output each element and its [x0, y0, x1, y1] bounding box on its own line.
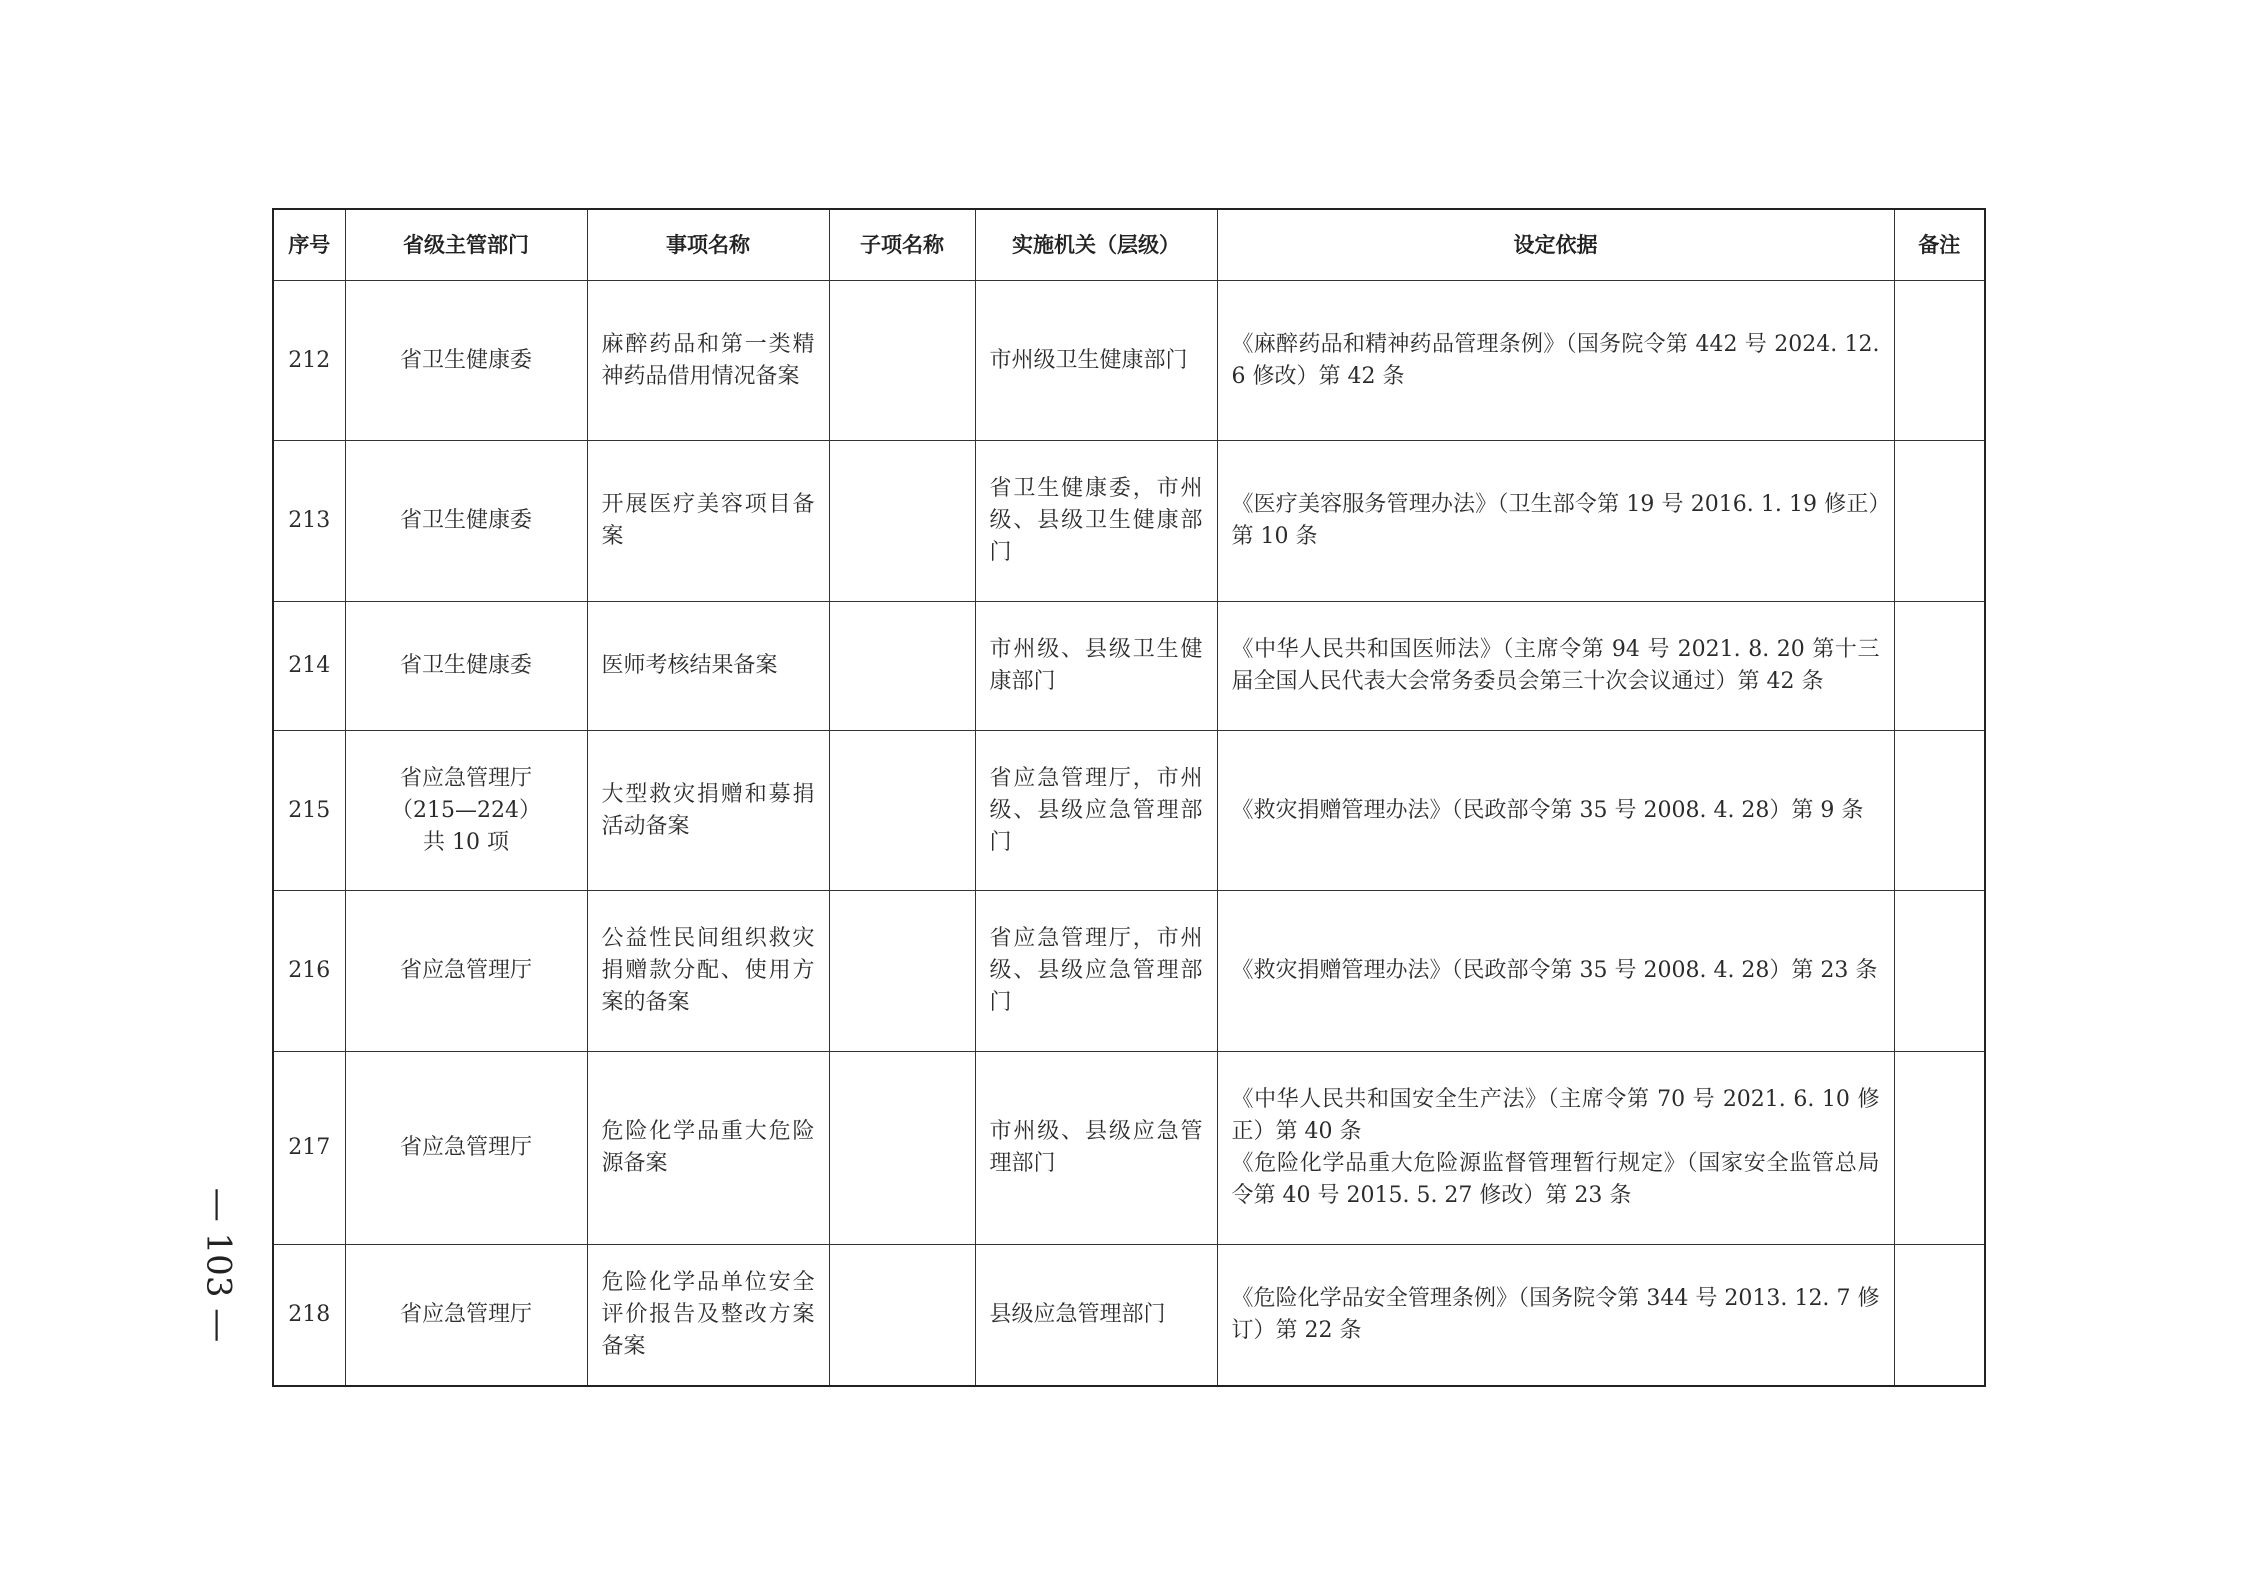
header-item: 事项名称 [587, 209, 829, 281]
cell-org: 省应急管理厅，市州级、县级应急管理部门 [975, 731, 1217, 891]
cell-basis [1217, 602, 1894, 731]
cell-item: 公益性民间组织救灾捐赠款分配、使用方案的备案 [587, 891, 829, 1052]
cell-basis [1217, 281, 1894, 441]
header-note: 备注 [1894, 209, 1985, 281]
cell-note [1894, 1052, 1985, 1245]
cell-sub [829, 281, 975, 441]
cell-item: 危险化学品单位安全评价报告及整改方案备案 [587, 1245, 829, 1387]
cell-sub [829, 1245, 975, 1387]
page-number-text: — 103 — [198, 1187, 239, 1343]
dept-line: 省应急管理厅 [399, 958, 532, 983]
basis-line: 《中华人民共和国安全生产法》（主席令第 70 号 2021. 6. 10 修正）第 40 条 [1231, 1087, 1880, 1144]
cell-sub [829, 731, 975, 891]
cell-org: 省卫生健康委，市州级、县级卫生健康部门 [975, 441, 1217, 602]
cell-note [1894, 1245, 1985, 1387]
dept-line: 省应急管理厅 [399, 765, 532, 791]
dept-line: 省卫生健康委 [399, 508, 532, 533]
table-row [273, 281, 1985, 441]
table-row [273, 1052, 1985, 1245]
basis-line: 《危险化学品重大危险源监督管理暂行规定》（国家安全监管总局令第 40 号 2015. 5. 27 修改）第 23 条 [1231, 1151, 1880, 1208]
cell-num: 213 [273, 441, 345, 602]
header-org: 实施机关（层级） [975, 209, 1217, 281]
cell-sub [829, 891, 975, 1052]
header-dept: 省级主管部门 [345, 209, 587, 281]
basis-line: 《救灾捐赠管理办法》（民政部令第 35 号 2008. 4. 28）第 9 条 [1231, 797, 1864, 823]
cell-basis [1217, 731, 1894, 891]
cell-basis [1217, 1052, 1894, 1245]
cell-note [1894, 602, 1985, 731]
table-row [273, 1245, 1985, 1387]
cell-item: 医师考核结果备案 [587, 602, 829, 731]
cell-num: 214 [273, 602, 345, 731]
table-row [273, 891, 1985, 1052]
cell-org: 县级应急管理部门 [975, 1245, 1217, 1387]
header-basis: 设定依据 [1217, 209, 1894, 281]
cell-org: 市州级、县级应急管理部门 [975, 1052, 1217, 1245]
records-table [272, 208, 1986, 1387]
dept-line: 省卫生健康委 [399, 347, 532, 373]
cell-org: 市州级、县级卫生健康部门 [975, 602, 1217, 731]
cell-num: 217 [273, 1052, 345, 1245]
dept-line: 省应急管理厅 [399, 1302, 532, 1327]
cell-basis [1217, 891, 1894, 1052]
cell-dept [345, 281, 587, 441]
dept-line: 省应急管理厅 [399, 1135, 532, 1160]
cell-org: 省应急管理厅，市州级、县级应急管理部门 [975, 891, 1217, 1052]
basis-line: 《危险化学品安全管理条例》（国务院令第 344 号 2013. 12. 7 修订）第 22 条 [1231, 1286, 1880, 1343]
table-row [273, 441, 1985, 602]
cell-basis [1217, 441, 1894, 602]
cell-item: 麻醉药品和第一类精神药品借用情况备案 [587, 281, 829, 441]
cell-num: 212 [273, 281, 345, 441]
cell-dept [345, 1245, 587, 1387]
cell-org: 市州级卫生健康部门 [975, 281, 1217, 441]
cell-sub [829, 602, 975, 731]
cell-item: 危险化学品重大危险源备案 [587, 1052, 829, 1245]
table-row [273, 602, 1985, 731]
header-num: 序号 [273, 209, 345, 281]
basis-line: 《麻醉药品和精神药品管理条例》（国务院令第 442 号 2024. 12. 6 修改）第 42 条 [1231, 331, 1880, 389]
cell-note [1894, 731, 1985, 891]
dept-line: 共 10 项 [423, 829, 509, 855]
page-number [198, 1180, 239, 1350]
header-row [273, 209, 1985, 281]
cell-item: 大型救灾捐赠和募捐活动备案 [587, 731, 829, 891]
cell-item: 开展医疗美容项目备案 [587, 441, 829, 602]
cell-dept [345, 891, 587, 1052]
cell-num: 218 [273, 1245, 345, 1387]
basis-line: 《中华人民共和国医师法》（主席令第 94 号 2021. 8. 20 第十三届全国人民代表大会常务委员会第三十次会议通过）第 42 条 [1231, 637, 1880, 694]
cell-dept [345, 1052, 587, 1245]
dept-line: （215—224） [391, 797, 541, 823]
cell-num: 216 [273, 891, 345, 1052]
cell-sub [829, 1052, 975, 1245]
cell-num: 215 [273, 731, 345, 891]
cell-dept [345, 441, 587, 602]
basis-line: 《救灾捐赠管理办法》（民政部令第 35 号 2008. 4. 28）第 23 条 [1231, 958, 1878, 983]
cell-dept [345, 731, 587, 891]
cell-note [1894, 891, 1985, 1052]
basis-line: 《医疗美容服务管理办法》（卫生部令第 19 号 2016. 1. 19 修正）第 10 条 [1231, 492, 1880, 549]
cell-dept [345, 602, 587, 731]
cell-basis [1217, 1245, 1894, 1387]
cell-sub [829, 441, 975, 602]
cell-note [1894, 441, 1985, 602]
cell-note [1894, 281, 1985, 441]
table-row [273, 731, 1985, 891]
header-sub: 子项名称 [829, 209, 975, 281]
dept-line: 省卫生健康委 [399, 653, 532, 678]
